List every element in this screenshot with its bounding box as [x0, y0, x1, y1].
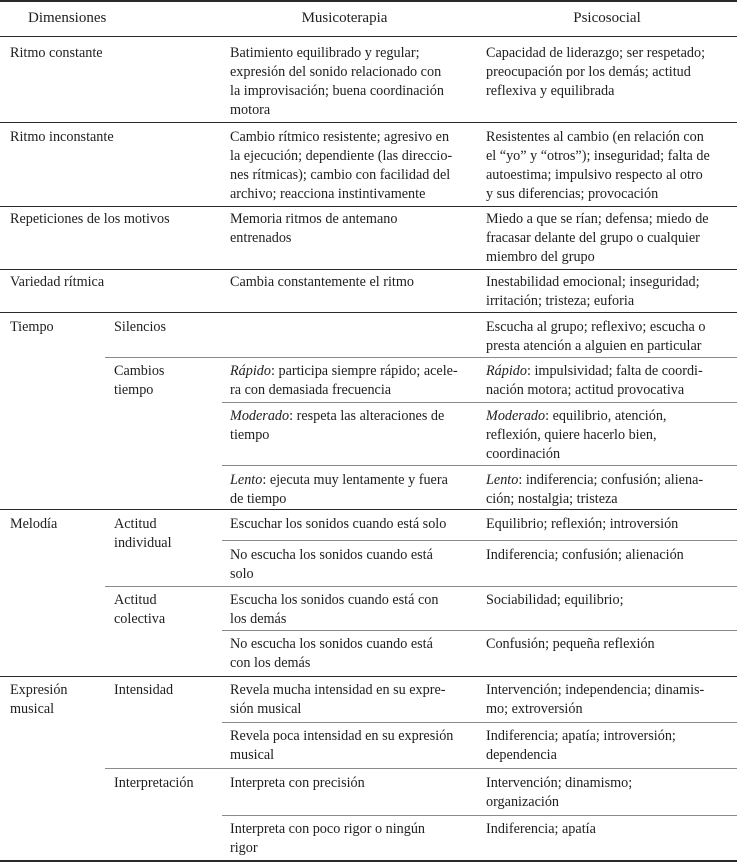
music-line: rigor — [230, 840, 258, 856]
psych-line: nación motora; actitud provocativa — [486, 382, 685, 398]
sub-dimension-label: Intensidad — [114, 682, 174, 698]
sub-dimension-label: Silencios — [114, 319, 167, 335]
row-rule — [0, 509, 737, 510]
psych-line: Indiferencia; apatía — [486, 821, 596, 837]
music-line: Batimiento equilibrado y regular; — [230, 45, 420, 61]
sub-dimension-label: individual — [114, 535, 172, 551]
psych-line: miembro del grupo — [486, 249, 595, 265]
music-line: la ejecución; dependiente (las direccio- — [230, 148, 453, 164]
dimension-label: Ritmo inconstante — [10, 129, 114, 145]
music-line: Escuchar los sonidos cuando está solo — [230, 516, 447, 532]
dimension-label: Expresión — [10, 682, 68, 698]
music-line: Memoria ritmos de antemano — [230, 211, 398, 227]
psych-line: Intervención; independencia; dinamis- — [486, 682, 705, 698]
psych-line: Intervención; dinamismo; — [486, 775, 633, 791]
music-line: Cambio rítmico resistente; agresivo en — [230, 129, 450, 145]
psych-line: ción; nostalgia; tristeza — [486, 491, 618, 507]
psych-line: el “yo” y “otros”); inseguridad; falta de — [486, 148, 710, 164]
music-line: Rápido: participa siempre rápido; acele- — [230, 363, 458, 379]
music-line: No escucha los sonidos cuando está — [230, 547, 433, 563]
sub-dimension-label: colectiva — [114, 611, 166, 627]
psych-line: Capacidad de liderazgo; ser respetado; — [486, 45, 706, 61]
tempo-label: Rápido — [230, 363, 271, 379]
sub-dimension-label: Actitud — [114, 592, 157, 608]
tempo-label: Lento — [230, 472, 263, 488]
row-rule — [0, 122, 737, 123]
sub-rule — [105, 586, 737, 587]
psych-line: reflexiva y equilibrada — [486, 83, 615, 99]
dimension-label: Repeticiones de los motivos — [10, 211, 170, 227]
sub-rule — [105, 357, 737, 358]
dimension-label: Tiempo — [10, 319, 54, 335]
music-line: Revela mucha intensidad en su expre- — [230, 682, 446, 698]
music-line: nes rítmicas); cambio con facilidad del — [230, 167, 451, 183]
row-rule — [0, 312, 737, 313]
sub-rule — [222, 540, 737, 541]
psych-line: dependencia — [486, 747, 557, 763]
row-rule — [0, 206, 737, 207]
psych-line: Indiferencia; apatía; introversión; — [486, 728, 676, 744]
psych-line: Lento: indiferencia; confusión; aliena- — [486, 472, 704, 488]
music-line: de tiempo — [230, 491, 287, 507]
sub-rule — [105, 768, 737, 769]
music-line: Lento: ejecuta muy lentamente y fuera — [230, 472, 448, 488]
sub-rule — [222, 722, 737, 723]
header-musicoterapia: Musicoterapia — [301, 10, 388, 26]
psych-line: Resistentes al cambio (en relación con — [486, 129, 704, 145]
psych-line: irritación; tristeza; euforia — [486, 293, 635, 309]
psych-line: Escucha al grupo; reflexivo; escucha o — [486, 319, 706, 335]
psych-line: Confusión; pequeña reflexión — [486, 636, 655, 652]
tempo-label: Lento — [486, 472, 519, 488]
music-line: Cambia constantemente el ritmo — [230, 274, 414, 290]
top-rule — [0, 0, 737, 2]
music-line: con los demás — [230, 655, 311, 671]
tempo-label: Rápido — [486, 363, 527, 379]
music-line: entrenados — [230, 230, 292, 246]
music-line: No escucha los sonidos cuando está — [230, 636, 433, 652]
sub-rule — [222, 815, 737, 816]
tempo-label: Moderado — [230, 408, 290, 424]
sub-rule — [222, 402, 737, 403]
psych-line: y sus diferencias; provocación — [486, 186, 659, 202]
dimension-label: musical — [10, 701, 55, 717]
header-psicosocial: Psicosocial — [573, 10, 641, 26]
header-dimensiones: Dimensiones — [28, 10, 107, 26]
music-line: musical — [230, 747, 275, 763]
sub-rule — [222, 630, 737, 631]
psych-line: reflexión, quiere hacerlo bien, — [486, 427, 657, 443]
bottom-rule — [0, 860, 737, 862]
psych-line: presta atención a alguien en particular — [486, 338, 702, 354]
psych-line: autoestima; impulsivo respecto al otro — [486, 167, 703, 183]
psych-line: Inestabilidad emocional; inseguridad; — [486, 274, 700, 290]
tempo-label: Moderado — [486, 408, 546, 424]
header-rule — [0, 36, 737, 37]
row-rule — [0, 269, 737, 270]
dimension-label: Melodía — [10, 516, 58, 532]
sub-dimension-label: Interpretación — [114, 775, 194, 791]
sub-dimension-label: Cambios — [114, 363, 165, 379]
music-line: Revela poca intensidad en su expresión — [230, 728, 454, 744]
music-line: Escucha los sonidos cuando está con — [230, 592, 439, 608]
music-line: la improvisación; buena coordinación — [230, 83, 444, 99]
psych-line: Sociabilidad; equilibrio; — [486, 592, 624, 608]
music-line: expresión del sonido relacionado con — [230, 64, 442, 80]
sub-rule — [222, 465, 737, 466]
music-line: motora — [230, 102, 271, 118]
psych-line: fracasar delante del grupo o cualquier — [486, 230, 700, 246]
psych-line: Equilibrio; reflexión; introversión — [486, 516, 679, 532]
psych-line: Rápido: impulsividad; falta de coordi- — [486, 363, 703, 379]
sub-dimension-label: Actitud — [114, 516, 157, 532]
music-line: ra con demasiada frecuencia — [230, 382, 392, 398]
psych-line: organización — [486, 794, 560, 810]
dimension-label: Variedad rítmica — [10, 274, 105, 290]
psych-line: preocupación por los demás; actitud — [486, 64, 691, 80]
music-line: archivo; reacciona instintivamente — [230, 186, 426, 202]
psych-line: Indiferencia; confusión; alienación — [486, 547, 684, 563]
music-line: Moderado: respeta las alteraciones de — [230, 408, 445, 424]
psych-line: Moderado: equilibrio, atención, — [486, 408, 667, 424]
sub-dimension-label: tiempo — [114, 382, 154, 398]
psych-line: mo; extroversión — [486, 701, 583, 717]
music-line: solo — [230, 566, 254, 582]
music-line: tiempo — [230, 427, 270, 443]
dimension-label: Ritmo constante — [10, 45, 103, 61]
music-line: Interpreta con poco rigor o ningún — [230, 821, 426, 837]
psych-line: Miedo a que se rían; defensa; miedo de — [486, 211, 709, 227]
psych-line: coordinación — [486, 446, 561, 462]
music-line: sión musical — [230, 701, 302, 717]
row-rule — [0, 676, 737, 677]
music-line: Interpreta con precisión — [230, 775, 365, 791]
music-line: los demás — [230, 611, 287, 627]
